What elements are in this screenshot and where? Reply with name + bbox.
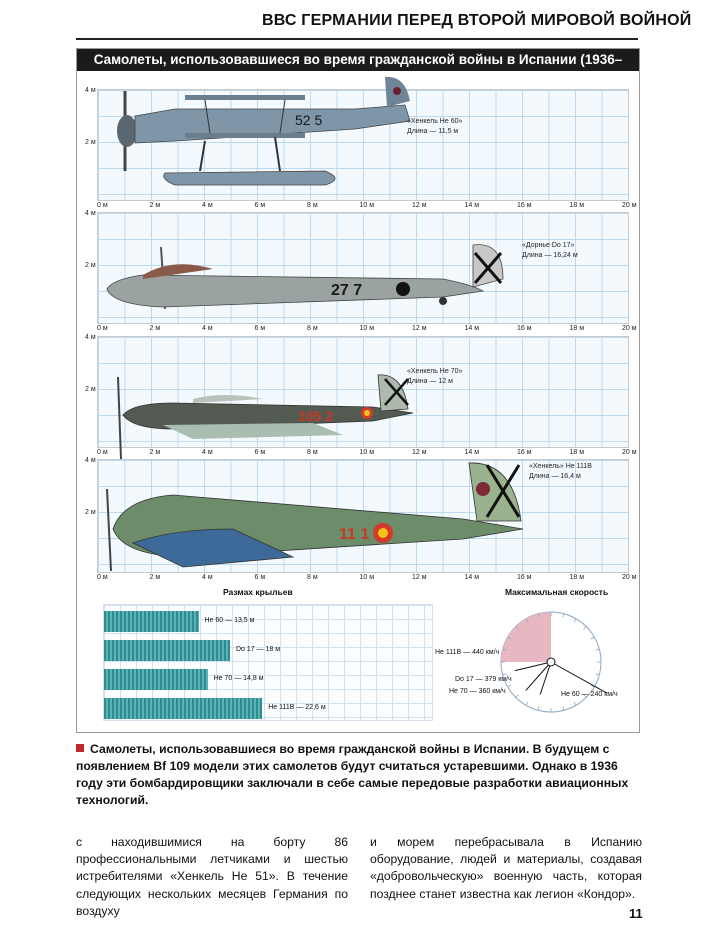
he111-label (529, 462, 592, 482)
speed-dial (491, 602, 611, 722)
y-tick: 2 м (85, 262, 96, 269)
wingspan-chart (103, 604, 433, 721)
body-column-left: с находившимися на борту 86 профессиональными летчиками и шестью истребителями «Хенкель Не 51». В течение следующих нескольких месяцев Германия по воздуху (76, 835, 348, 918)
figure-caption (76, 741, 642, 809)
x-tick: 8 м (307, 574, 318, 581)
x-tick: 18 м (569, 202, 585, 209)
he70-name: «Хенкель Не 70» (407, 368, 463, 375)
speed-sector (501, 612, 551, 662)
y-tick: 4 м (85, 334, 96, 341)
page-number: 11 (629, 906, 643, 921)
x-tick: 10 м (359, 449, 375, 456)
x-tick: 10 м (359, 202, 375, 209)
he111-illustration (93, 459, 533, 574)
x-tick: 0 м (97, 325, 108, 332)
x-tick: 8 м (307, 449, 318, 456)
he60-length: Длина — 11,5 м (407, 128, 459, 135)
x-tick: 6 м (254, 449, 266, 456)
x-tick: 0 м (97, 449, 108, 456)
y-tick: 4 м (85, 87, 96, 94)
speed-title: Максимальная скорость (505, 587, 609, 597)
x-tick: 0 м (97, 202, 108, 209)
x-tick: 10 м (359, 325, 375, 332)
x-tick: 6 м (254, 325, 266, 332)
he60-name: «Хенкель Не 60» (407, 118, 463, 125)
speed-hub (547, 658, 555, 666)
wingspan-title: Размах крыльев (223, 587, 293, 597)
y-tick: 2 м (85, 509, 96, 516)
x-tick: 16 м (517, 202, 532, 209)
page-header: ВВС ГЕРМАНИИ ПЕРЕД ВТОРОЙ МИРОВОЙ ВОЙНОЙ (262, 12, 692, 29)
wingspan-bar (104, 640, 230, 661)
caption-text: Самолеты, использовавшиеся во время гражданской войны в Испании. В будущем с появлением Bf 109 модели этих самолетов будут считаться устаревшими. Однако в 1936 году эти бомбардировщики заключали в себе самые передовые разработки авиационных технологий. (76, 742, 629, 807)
speed-label: Do 17 — 379 км/ч (455, 676, 512, 683)
he111-name: «Хенкель» Не 111В (529, 463, 592, 470)
caption-marker (76, 744, 84, 752)
wingspan-bar-label: Не 60 — 13,5 м (204, 617, 255, 624)
y-tick: 2 м (85, 139, 96, 146)
x-tick: 16 м (517, 325, 532, 332)
x-tick: 8 м (307, 325, 318, 332)
x-tick: 12 м (412, 449, 427, 456)
he111-markings: 11 1 (339, 526, 370, 543)
x-tick: 20 м (622, 449, 637, 456)
x-tick: 8 м (307, 202, 318, 209)
he60-markings: 52 5 (295, 112, 323, 128)
x-tick: 6 м (254, 202, 266, 209)
x-tick: 4 м (202, 202, 213, 209)
he70-length: Длина — 12 м (407, 378, 453, 385)
figure-title: Самолеты, использовавшиеся во время гражданской войны в Испании (1936–1939) (77, 49, 639, 71)
he70-markings: 105 2 (298, 408, 334, 424)
x-tick: 14 м (464, 449, 480, 456)
he60-label (407, 117, 462, 137)
wingspan-bar-label: Не 70 — 14,8 м (213, 675, 264, 682)
x-tick: 20 м (622, 202, 637, 209)
x-tick: 18 м (569, 449, 585, 456)
do17-illustration (103, 239, 523, 319)
wingspan-bar (104, 669, 208, 690)
x-tick: 2 м (149, 325, 161, 332)
wingspan-bar (104, 698, 262, 719)
x-tick: 12 м (412, 202, 427, 209)
x-tick: 12 м (412, 574, 427, 581)
x-tick: 18 м (569, 325, 585, 332)
x-tick: 16 м (517, 574, 532, 581)
x-tick: 16 м (517, 449, 532, 456)
do17-length: Длина — 16,24 м (522, 252, 578, 259)
x-tick: 14 м (464, 202, 480, 209)
do17-markings: 27 7 (331, 282, 363, 299)
x-tick: 4 м (202, 574, 213, 581)
do17-label (522, 241, 578, 261)
y-tick: 2 м (85, 386, 96, 393)
speed-label: Не 70 — 360 км/ч (449, 688, 506, 695)
x-tick: 14 м (464, 325, 480, 332)
body-column-right: и морем перебрасывала в Испанию оборудование, людей и материалы, создавая «добровольческую» военную часть, которая позднее станет известна как легион «Кондор». (370, 835, 642, 901)
x-tick: 4 м (202, 449, 213, 456)
x-tick: 2 м (149, 202, 161, 209)
x-tick: 10 м (359, 574, 375, 581)
speed-label: Не 111В — 440 км/ч (435, 649, 500, 656)
x-tick: 2 м (149, 449, 161, 456)
x-tick: 0 м (97, 574, 108, 581)
x-tick: 20 м (622, 325, 637, 332)
wingspan-bar-label: Не 111В — 22,6 м (268, 704, 326, 711)
wingspan-bar (104, 611, 199, 632)
x-tick: 6 м (254, 574, 266, 581)
aircraft-figure (76, 48, 640, 733)
x-tick: 18 м (569, 574, 585, 581)
x-tick: 2 м (149, 574, 161, 581)
wingspan-bar-label: Do 17 — 18 м (236, 646, 281, 653)
do17-name: «Дорнье Do 17» (522, 242, 575, 249)
y-tick: 4 м (85, 457, 96, 464)
x-tick: 4 м (202, 325, 213, 332)
x-tick: 14 м (464, 574, 480, 581)
x-tick: 20 м (622, 574, 637, 581)
he60-illustration (105, 71, 435, 203)
speed-label: Не 60 — 240 км/ч (561, 691, 618, 698)
x-tick: 12 м (412, 325, 427, 332)
header-rule (76, 38, 638, 40)
y-tick: 4 м (85, 210, 96, 217)
he111-length: Длина — 16,4 м (529, 473, 581, 480)
he70-label (407, 367, 462, 387)
